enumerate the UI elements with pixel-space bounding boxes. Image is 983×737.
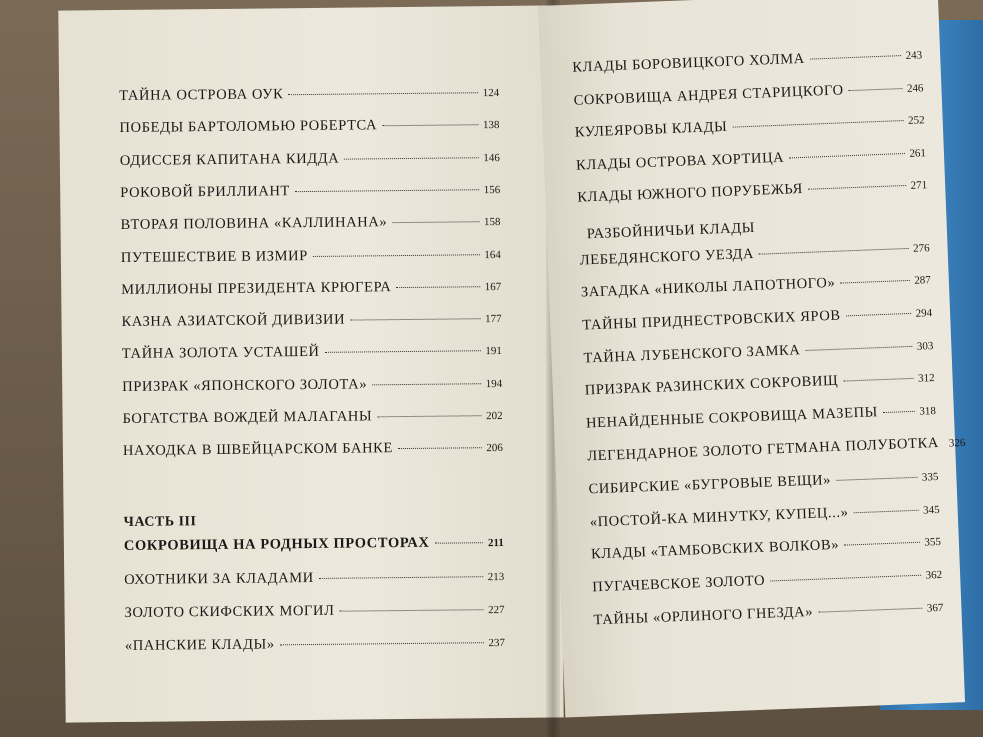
leader-dots	[770, 575, 920, 582]
entry-title: ПРИЗРАК «ЯПОНСКОГО ЗОЛОТА»	[122, 376, 368, 395]
right-page	[538, 0, 965, 717]
right-toc-entry	[575, 111, 925, 141]
left-toc-entry	[119, 116, 499, 137]
right-toc-entry	[588, 468, 938, 498]
entry-title: МИЛЛИОНЫ ПРЕЗИДЕНТА КРЮГЕРА	[121, 278, 392, 298]
entry-page-number: 158	[483, 216, 501, 229]
leader-dots	[818, 608, 922, 613]
entry-title: ПУТЕШЕСТВИЕ В ИЗМИР	[120, 247, 308, 266]
entry-page-number: 326	[948, 436, 966, 450]
entry-title: ЗАГАДКА «НИКОЛЫ ЛАПОТНОГО»	[580, 274, 836, 301]
leader-dots	[883, 411, 915, 413]
entry-page-number: 367	[926, 601, 944, 615]
right-toc-entry	[587, 434, 966, 465]
leader-dots	[853, 509, 918, 512]
entry-page-number: 206	[486, 442, 503, 455]
right-toc-entry	[592, 566, 942, 596]
entry-title: ТАЙНА ОСТРОВА ОУК	[119, 86, 284, 104]
entry-page-number: 271	[910, 179, 928, 192]
entry-page-number: 362	[925, 569, 943, 582]
leader-dots	[295, 189, 479, 192]
left-toc-entry	[123, 439, 503, 460]
entry-title: КЛАДЫ ОСТРОВА ХОРТИЦА	[575, 149, 785, 174]
entry-page-number: 287	[914, 274, 932, 287]
right-toc-entry	[572, 46, 922, 76]
leader-dots	[319, 576, 483, 579]
left-toc-entry	[121, 310, 501, 331]
left-toc-entry	[119, 84, 499, 105]
left-toc-entry	[120, 213, 500, 234]
leader-dots	[808, 185, 906, 190]
entry-title: РОКОВОЙ БРИЛЛИАНТ	[120, 183, 291, 201]
left-toc-entry	[120, 149, 500, 170]
entry-page-number: 318	[919, 405, 937, 418]
left-toc-entry	[120, 181, 500, 202]
entry-page-number: 227	[488, 603, 505, 617]
entry-page-number: 345	[922, 503, 940, 517]
leader-dots	[732, 120, 903, 128]
left-toc-entry	[122, 407, 502, 428]
left-toc-entry	[124, 568, 504, 589]
part-label: ЧАСТЬ III	[123, 514, 197, 530]
right-toc-entry	[585, 369, 935, 399]
entry-page-number: 177	[484, 313, 502, 326]
entry-page-number: 335	[921, 470, 939, 484]
entry-page-number: 156	[483, 183, 501, 197]
leader-dots	[789, 153, 904, 158]
entry-page-number: 194	[485, 377, 503, 390]
right-toc-entry	[577, 176, 927, 206]
entry-title: КЛАДЫ БОРОВИЦКОГО ХОЛМА	[572, 50, 806, 76]
entry-page-number: 312	[917, 372, 935, 386]
entry-title: ПОБЕДЫ БАРТОЛОМЬЮ РОБЕРТСА	[119, 117, 378, 137]
left-toc-entry	[121, 278, 501, 299]
leader-dots	[844, 542, 919, 546]
part-entry: СОКРОВИЩА НА РОДНЫХ ПРОСТОРАХ 211	[123, 534, 504, 554]
right-toc-entry	[593, 599, 943, 629]
entry-title: ВТОРАЯ ПОЛОВИНА «КАЛЛИНАНА»	[120, 214, 388, 234]
left-page	[58, 5, 563, 722]
entry-title: ЛЕГЕНДАРНОЕ ЗОЛОТО ГЕТМАНА ПОЛУБОТКА	[587, 434, 940, 465]
leader-dots	[377, 415, 481, 417]
leader-dots	[846, 313, 911, 316]
entry-page-number: 294	[915, 306, 933, 320]
left-toc-entry	[122, 342, 502, 363]
leader-dots	[280, 642, 484, 645]
leader-dots	[325, 351, 481, 354]
entry-title: СИБИРСКИЕ «БУГРОВЫЕ ВЕЩИ»	[588, 471, 832, 498]
entry-title: ПРИЗРАК РАЗИНСКИХ СОКРОВИЩ	[584, 373, 839, 399]
right-toc-entry	[586, 402, 936, 432]
entry-title: СОКРОВИЩА АНДРЕЯ СТАРИЦКОГО	[573, 81, 844, 109]
entry-title: ТАЙНА ЛУБЕНСКОГО ЗАМКА	[583, 341, 801, 367]
entry-title: БОГАТСТВА ВОЖДЕЙ МАЛАГАНЫ	[122, 408, 373, 427]
entry-page-number: 213	[487, 570, 505, 584]
entry-title: КЛАДЫ ЮЖНОГО ПОРУБЕЖЬЯ	[577, 180, 804, 206]
right-toc-entry	[573, 79, 923, 109]
entry-title: ТАЙНЫ «ОРЛИНОГО ГНЕЗДА»	[593, 603, 814, 629]
leader-dots	[340, 609, 484, 612]
entry-title: ТАЙНА ЗОЛОТА УСТАШЕЙ	[121, 344, 320, 363]
entry-title: КУЛЕЯРОВЫ КЛАДЫ	[574, 118, 728, 141]
leader-dots	[840, 280, 909, 284]
entry-page-number: 355	[924, 536, 942, 549]
leader-dots	[313, 254, 480, 257]
leader-dots	[810, 55, 901, 59]
leader-dots	[398, 448, 482, 450]
entry-page-number: 191	[485, 345, 502, 358]
entry-page-number: 124	[482, 87, 500, 100]
left-toc-entry	[122, 375, 502, 396]
leader-dots	[392, 221, 479, 223]
left-toc-entry	[125, 634, 505, 655]
right-toc-entry	[583, 337, 933, 367]
multi-line-title: РАЗБОЙНИЧЬИ КЛАДЫ	[586, 219, 756, 243]
entry-title: ОХОТНИКИ ЗА КЛАДАМИ	[124, 569, 314, 588]
entry-title: НЕНАЙДЕННЫЕ СОКРОВИЩА МАЗЕПЫ	[585, 404, 879, 432]
entry-page-number: 261	[909, 146, 927, 160]
entry-title: ОДИССЕЯ КАПИТАНА КИДДА	[119, 150, 340, 169]
entry-title: «ПОСТОЙ-КА МИНУТКУ, КУПЕЦ...»	[589, 504, 849, 530]
leader-dots	[350, 318, 480, 320]
right-toc-entry	[590, 501, 940, 531]
entry-title: ПУГАЧЕВСКОЕ ЗОЛОТО	[592, 572, 766, 596]
right-toc-entry	[576, 144, 926, 174]
right-toc-entry	[591, 533, 941, 563]
entry-page-number: 237	[488, 636, 505, 650]
entry-page-number: 246	[906, 81, 924, 95]
multi-line-entry: ЛЕБЕДЯНСКОГО УЕЗДА 276	[579, 242, 930, 269]
entry-page-number: 252	[907, 114, 925, 127]
leader-dots	[396, 286, 479, 288]
entry-title: ЗОЛОТО СКИФСКИХ МОГИЛ	[124, 602, 335, 621]
leader-dots	[344, 157, 478, 159]
entry-page-number: 303	[916, 339, 934, 353]
left-toc-entry	[125, 601, 505, 622]
leader-dots	[372, 383, 481, 385]
right-toc-entry	[582, 304, 932, 334]
entry-page-number: 202	[485, 409, 503, 423]
leader-dots	[382, 125, 478, 127]
entry-title: «ПАНСКИЕ КЛАДЫ»	[124, 636, 275, 654]
leader-dots	[843, 378, 913, 382]
right-toc-entry	[581, 271, 931, 301]
leader-dots	[805, 345, 912, 350]
entry-page-number: 164	[484, 248, 501, 261]
entry-page-number: 138	[482, 119, 500, 132]
leader-dots	[849, 88, 902, 91]
left-toc-entry	[121, 246, 501, 267]
entry-page-number: 167	[484, 280, 502, 293]
entry-page-number: 146	[483, 151, 500, 164]
entry-title: КЛАДЫ «ТАМБОВСКИХ ВОЛКОВ»	[590, 537, 840, 563]
entry-title: КАЗНА АЗИАТСКОЙ ДИВИЗИИ	[121, 311, 346, 331]
leader-dots	[836, 477, 917, 481]
entry-title: ТАЙНЫ ПРИДНЕСТРОВСКИХ ЯРОВ	[581, 307, 841, 334]
entry-page-number: 243	[905, 49, 923, 62]
entry-title: НАХОДКА В ШВЕЙЦАРСКОМ БАНКЕ	[122, 440, 393, 460]
leader-dots	[288, 92, 477, 95]
